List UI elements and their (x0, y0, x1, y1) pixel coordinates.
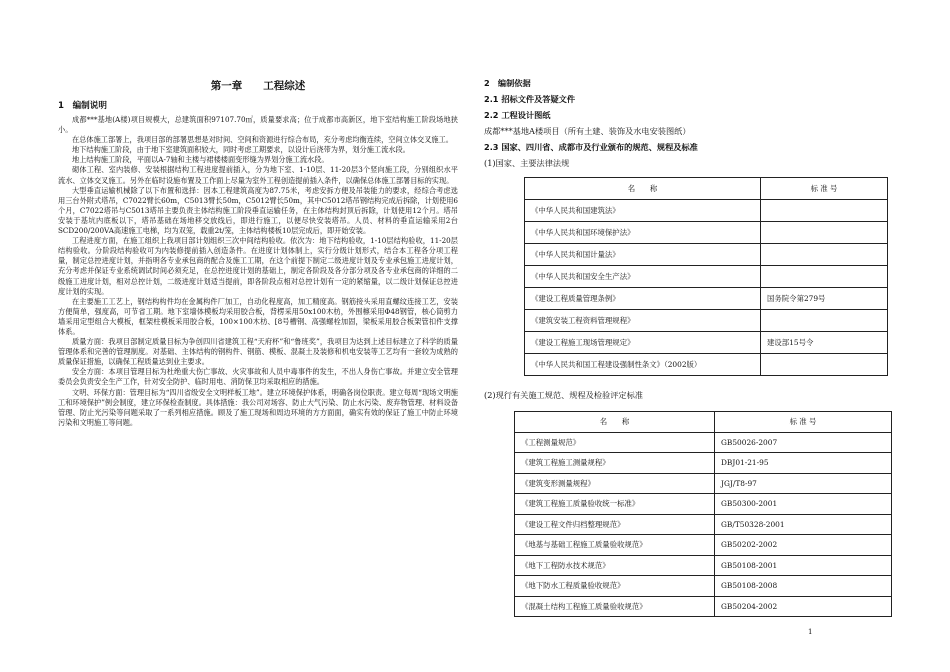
table-row (525, 288, 888, 310)
table-row (525, 310, 888, 332)
table-cell (761, 310, 888, 332)
list2-caption: (2)现行有关施工规范、规程及检验评定标准 (484, 390, 643, 400)
table-cell (761, 266, 888, 288)
chapter-title: 第一章 工程综述 (210, 80, 306, 92)
table-header-row (515, 412, 892, 433)
table-cell: 《地基与基础工程施工质量验收规范》 (515, 535, 715, 556)
table-cell: GB50026-2007 (715, 432, 892, 453)
table-row (515, 555, 892, 576)
table-cell: 《混凝土结构工程施工质量验收规范》 (515, 596, 715, 617)
table-row (525, 332, 888, 354)
right-column (484, 78, 904, 617)
paragraph: 文明、环保方面：管理目标为“四川省级安全文明样板工地”。建立环境保护体系，明确各岗位职责。建立每周“现场文明施工和环境保护”例会制度，建立环保检查制度。具体措施：我公司对场容、防止大气污染、防止水污染、废弃物管理、材料设备管理、防止光污染等问题采取了一系列相应措施。顾及了施工现场和周边环境的方方面面，确实有效的保证了施工中防止环境污染和文明施工等问题。 (58, 387, 458, 427)
table-cell: 《建筑安装工程资料管理规程》 (525, 310, 761, 332)
drawings-text: 成都***基地A楼项目（所有土建、装饰及水电安装图纸） (484, 126, 691, 136)
table-cell: 《中华人民共和国工程建设强制性条文》（2002版） (525, 354, 761, 376)
table-cell: 《工程测量规范》 (515, 432, 715, 453)
paragraph: 大型垂直运输机械除了以下布置和选择：因本工程建筑高度为87.75米，考虑安拆方便及吊装能力的要求，经综合考虑选用三台外附式塔吊，C7022臂长60m，C5013臂长50m，C5012臂长50m，其中C5012塔吊钢结构完成后拆除，计划使用6个月，C7022塔吊与C5013塔吊主要负责主体结构施工阶段垂直运输任务，在主体结构封顶后拆除，计划使用12个月。塔吊安装于基坑内底板以下，塔吊基础在场地移交放线后，即进行施工，以便尽快安装塔吊。人员、材料的垂直运输采用2台SCD200/200VA高速施工电梯，均为双笼，载重2t/笼，主体结构楼板10层完成后，即开始安装。 (58, 185, 458, 236)
paragraph: 砌体工程、室内装修、安装根据结构工程进度提前插入，分为地下室、1-10层、11-20层3个竖向施工段，分别组织水平流水、立体交叉施工。另外在临时设施布置及工作面上尽量为室外工程创造提前插入条件，以确保总体施工部署目标的实现。 (58, 165, 458, 185)
table-header-cell: 标 准 号 (761, 178, 888, 200)
standards-table (514, 411, 892, 617)
table-row (515, 514, 892, 535)
paragraph: 质量方面：我项目部制定质量目标为争创四川省建筑工程“天府杯”和“鲁班奖”，我项目为达到上述目标建立了科学的质量管理体系和完善的管理制度。对基础、主体结构的钢构件、钢筋、模板、混凝土及装修和机电安装等工艺均有一套较为成熟的质量保证措施，以确保工程质量达到业主要求。 (58, 337, 458, 367)
table-cell (761, 244, 888, 266)
table-cell: 《中华人民共和国计量法》 (525, 244, 761, 266)
paragraph: 在总体施工部署上，我项目部的部署思想是对时间、空间和资源进行综合布局，充分考虑均衡连续，空间立体交叉施工。 (72, 135, 453, 145)
table-cell: GB50108-2001 (715, 555, 892, 576)
table-cell: GB50204-2002 (715, 596, 892, 617)
list1-caption: (1)国家、主要法律法规 (484, 158, 570, 168)
table-cell: GB50108-2008 (715, 576, 892, 597)
table-cell: GB/T50328-2001 (715, 514, 892, 535)
section2-heading: 2 编制依据 (484, 78, 531, 88)
table-header-cell: 名 称 (515, 412, 715, 433)
paragraph: 成都***基地(A楼)项目规模大，总建筑面积97107.70㎡，质量要求高；位于成都市高新区，地下室结构施工阶段场地狭小。 (58, 115, 458, 135)
table-row (515, 494, 892, 515)
table-cell: 建设部15号令 (761, 332, 888, 354)
table-row (515, 596, 892, 617)
laws-table (524, 177, 888, 376)
paragraph: 工程进度方面，在施工组织上我项目部计划组织三次中间结构验收。依次为：地下结构验收，1-10层结构验收，11-20层结构验收。分阶段结构验收可为内装修提前插入创造条件。在进度计划体制上，实行分级计划形式，结合本工程各分项工程量，制定总控进度计划，并指明各专业承包商的配合及施工工期，在这个前提下制定二级进度计划及专业承包施工进度计划，充分考虑并保证专业系统调试时间必须充足，在总控进度计划的基础上，制定各阶段及各分部分项及各专业承包商的详细的二级施工进度计划，相对总控计划，二级进度计划适当提前，即各阶段点相对总控计划有一定的紧缩量，以二级计划保证总控进度计划的实现。 (58, 236, 458, 296)
subsection-2-1: 2.1 招标文件及答疑文件 (484, 94, 576, 104)
table-cell: GB50300-2001 (715, 494, 892, 515)
paragraph: 地下结构施工阶段，由于地下室建筑面积较大，同时考虑工期要求，以设计后浇带为界，划分施工流水段。 (72, 145, 410, 155)
table-header-row (525, 178, 888, 200)
table-cell: 国务院令第279号 (761, 288, 888, 310)
table-cell: 《建筑工程施工质量验收统一标准》 (515, 494, 715, 515)
table-row (515, 473, 892, 494)
paragraph: 安全方面：本项目管理目标为杜绝重大伤亡事故、火灾事故和人员中毒事件的发生，不出人身伤亡事故。并建立安全管理委员会负责安全生产工作，针对安全防护、临时用电、消防保卫均采取相应的措施。 (58, 367, 458, 387)
table-cell (761, 200, 888, 222)
table-cell: 《中华人民共和国建筑法》 (525, 200, 761, 222)
table-cell: 《地下工程防水技术规范》 (515, 555, 715, 576)
table-cell: 《建设工程质量管理条例》 (525, 288, 761, 310)
table-cell: JGJ/T8-97 (715, 473, 892, 494)
table-row (525, 222, 888, 244)
table-row (525, 266, 888, 288)
table-cell: 《建筑变形测量规程》 (515, 473, 715, 494)
table-row (525, 200, 888, 222)
table-header-cell: 标 准 号 (715, 412, 892, 433)
table-row (525, 354, 888, 376)
page-number: 1 (808, 628, 813, 636)
table-row (525, 244, 888, 266)
table-cell: 《中华人民共和国安全生产法》 (525, 266, 761, 288)
table-cell: DBJ01-21-95 (715, 453, 892, 474)
table-row (515, 432, 892, 453)
subsection-2-2: 2.2 工程设计图纸 (484, 110, 551, 120)
table-row (515, 453, 892, 474)
paragraph: 在主要施工工艺上，钢结构构件均在金属构件厂加工，自动化程度高，加工精度高。钢筋接头采用直螺纹连接工艺，安装方便简单，强度高，可节省工期。地下室墙体模板均采用胶合板，背楞采用50x100木枋，外围檩采用Φ48钢管，核心筒剪力墙采用定型组合大模板，框架柱模板采用胶合板，100×100木枋、[8号槽钢、高强螺栓加固，梁板采用胶合板架管扣件支撑体系。 (58, 296, 458, 336)
table-cell: 《建设工程施工现场管理规定》 (525, 332, 761, 354)
table-cell: 《地下防水工程质量验收规范》 (515, 576, 715, 597)
subsection-2-3: 2.3 国家、四川省、成都市及行业颁布的规范、规程及标准 (484, 142, 698, 152)
table-row (515, 576, 892, 597)
table-cell: 《建设工程文件归档整理规范》 (515, 514, 715, 535)
table-row (515, 535, 892, 556)
table-cell: GB50202-2002 (715, 535, 892, 556)
table-cell: 《中华人民共和国环境保护法》 (525, 222, 761, 244)
table-cell (761, 222, 888, 244)
paragraph: 地上结构施工阶段，平面以A-7轴和主楼与裙楼楼面变形缝为界划分施工流水段。 (72, 155, 329, 165)
table-header-cell: 名 称 (525, 178, 761, 200)
section1-heading: 1 编制说明 (58, 101, 107, 111)
left-column (58, 78, 458, 428)
table-cell (761, 354, 888, 376)
table-cell: 《建筑工程施工测量规程》 (515, 453, 715, 474)
